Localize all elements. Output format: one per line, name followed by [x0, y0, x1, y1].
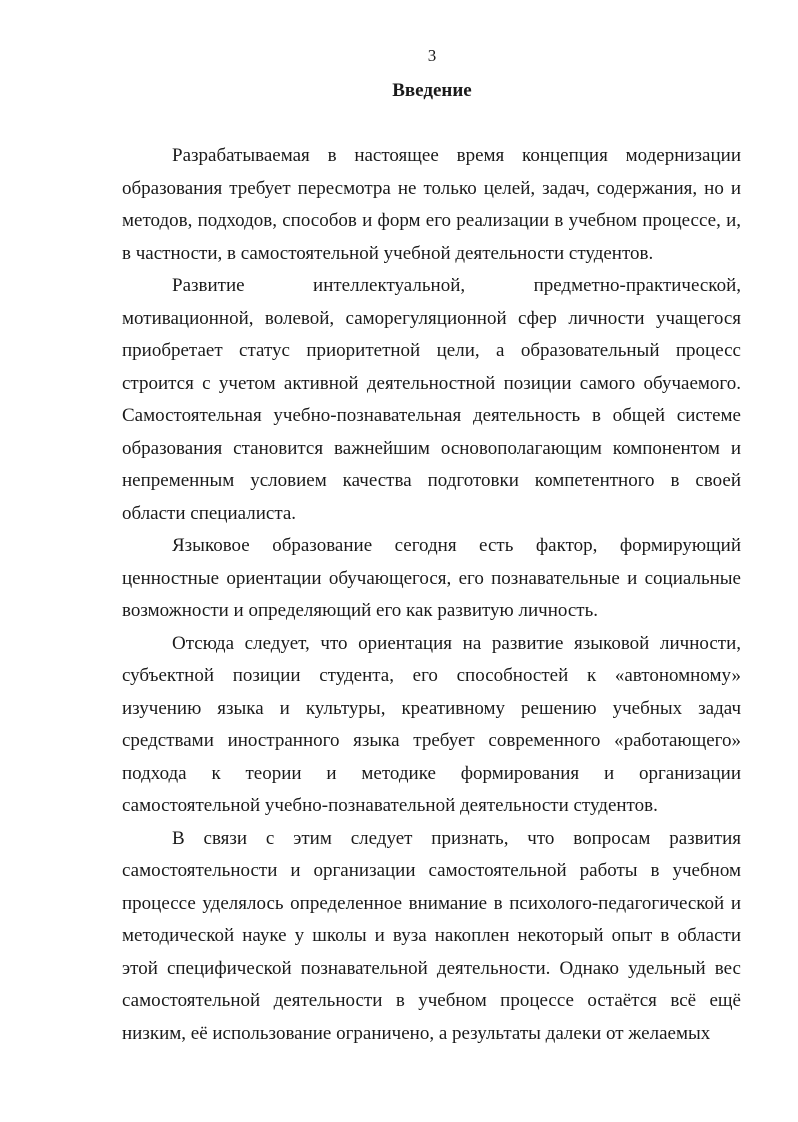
paragraph-5: В связи с этим следует признать, что вопросам развития самостоятельности и организации самостоятельной работы в учебном процессе уделялось определенное внимание в психолого-педагогической и методической науке у школы и вуза накоплен некоторый опыт в области этой специфической познавательной деятельности. Однако удельный вес самостоятельной деятельности в учебном процессе остаётся всё ещё низким, её использование ограничено, а результаты далеки от желаемых [122, 827, 741, 1044]
page-number: 3 [427, 46, 437, 65]
paragraph-4: Отсюда следует, что ориентация на развитие языковой личности, субъектной позиции студента, его способностей к «автономному» изучению языка и культуры, креативному решению учебных задач средствами иностранного языка требует современного «работающего» подхода к теории и методике формирования и организации самостоятельной учебно-познавательной деятельности студентов. [122, 632, 741, 816]
paragraph-3: Языковое образование сегодня есть фактор, формирующий ценностные ориентации обучающегося, его познавательные и социальные возможности и определяющий его как развитую личность. [122, 535, 741, 621]
paragraph-2: Развитие интеллектуальной, предметно-практической, мотивационной, волевой, саморегуляционной сфер личности учащегося приобретает статус приоритетной цели, а образовательный процесс строится с учетом активной деятельностной позиции самого обучаемого. Самостоятельная учебно-познавательная деятельность в общей системе образования становится важнейшим основополагающим компонентом и непременным условием качества подготовки компетентного в своей области специалиста. [122, 275, 741, 524]
paragraph-1: Разрабатываемая в настоящее время концепция модернизации образования требует пересмотра не только целей, задач, содержания, но и методов, подходов, способов и форм его реализации в учебном процессе, и, в частности, в самостоятельной учебной деятельности студентов. [122, 145, 741, 264]
body-text [122, 140, 741, 1050]
section-title: Введение [392, 80, 472, 101]
